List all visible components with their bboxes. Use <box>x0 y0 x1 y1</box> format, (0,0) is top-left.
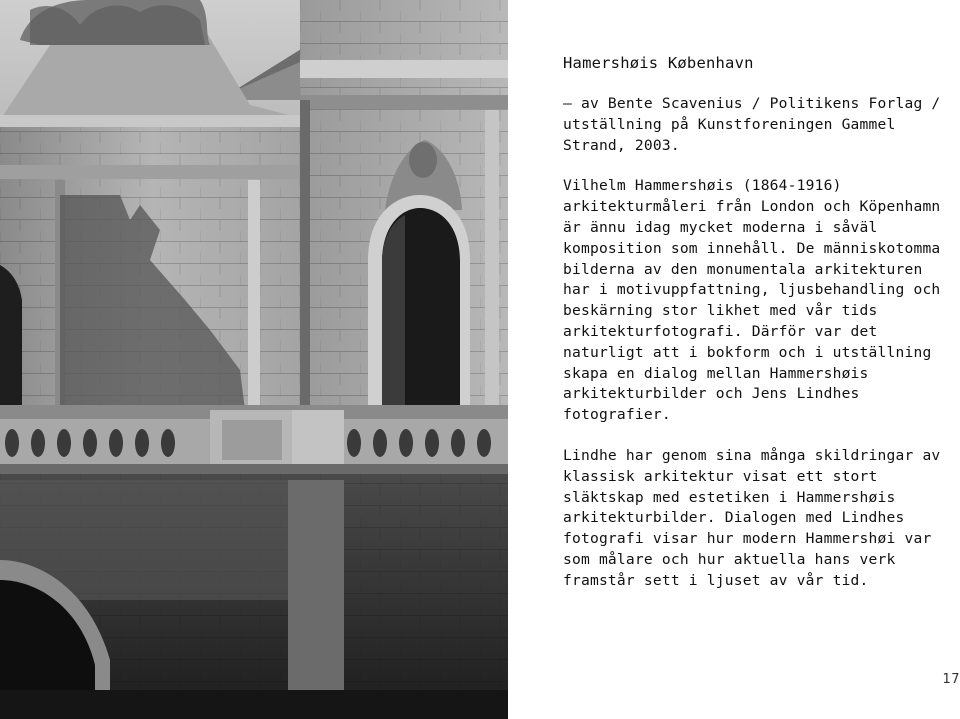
article-paragraph-2: Lindhe har genom sina många skildringar av klassisk arkitektur visat ett stort släktskap med estetiken i Hammershøis arkitekturbilder. Dialogen med Lindhes fotografi visar hur modern Hammershøi var som målare och hur aktuella hans verk framstår sett i ljuset av vår tid. <box>563 446 941 589</box>
article-paragraph-1: Vilhelm Hammershøis (1864-1916) arkitekturmåleri från London och Köpenhamn är ännu idag mycket moderna i såväl komposition som innehåll. De människotomma bilderna av den monumentala arkitekturen har i motivuppfattning, ljusbehandling och beskärning stor likhet med vår tids arkitekturfotografi. Därför var det naturligt att i bokform och i utställning skapa en dialog mellan Hammershøis arkitekturbilder och Jens Lindhes fotografier. <box>563 177 941 424</box>
article-byline: — av Bente Scavenius / Politikens Forlag / utställning på Kunstforeningen Gammel Strand, 2003. <box>563 95 941 154</box>
article-title: Hamershøis København <box>563 54 754 72</box>
article-text <box>563 52 955 592</box>
page-number: 17 <box>942 672 960 687</box>
